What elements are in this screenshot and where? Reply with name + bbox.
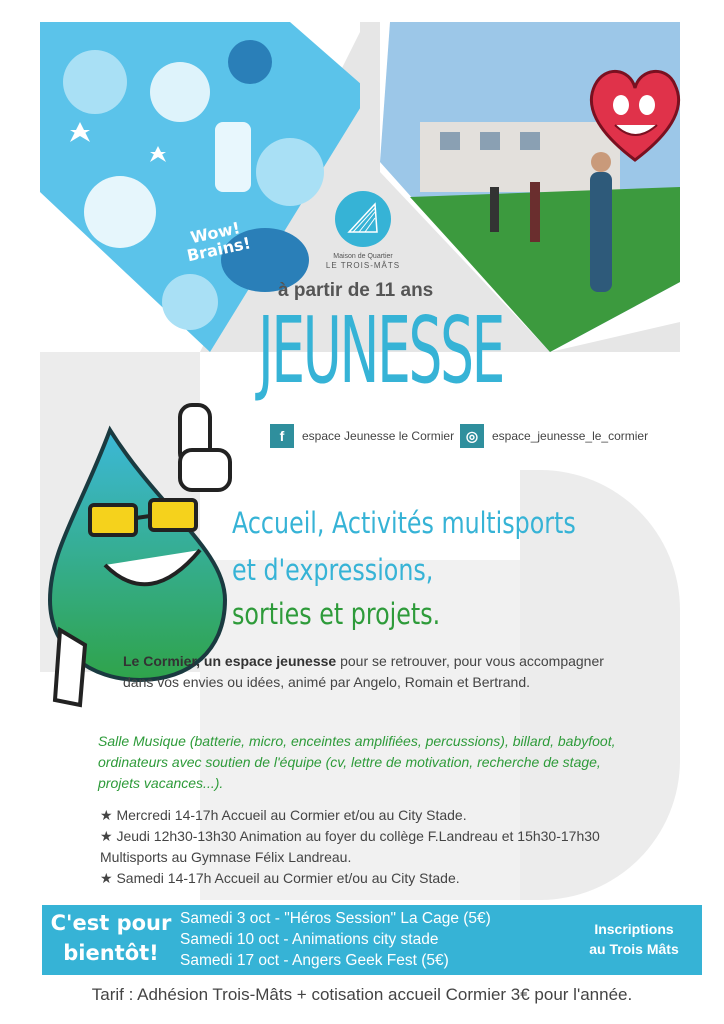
banner-events (180, 908, 491, 971)
schedule-item-thursday: ★ Jeudi 12h30-13h30 Animation au foyer du collège F.Landreau et 15h30-17h30 Multisports au Gymnase Félix Landreau. (100, 828, 600, 865)
schedule-item-saturday: ★ Samedi 14-17h Accueil au Cormier et/ou au City Stade. (100, 870, 460, 886)
banner-heading-line1: C'est pour (50, 911, 172, 935)
headline-line2: et d'expressions, (232, 553, 434, 587)
logo-name: LE TROIS-MÂTS (325, 261, 401, 270)
logo-sail-icon (331, 190, 395, 248)
banner-inscriptions (574, 919, 694, 959)
wow-brains-sticker: Wow! Brains! (185, 218, 253, 266)
event-item: Samedi 10 oct - Animations city stade (180, 931, 439, 948)
event-item: Samedi 17 oct - Angers Geek Fest (5€) (180, 952, 449, 969)
intro-text: pour se retrouver, pour vous accompagner dans vos envies ou idées, animé par Angelo, Romain et Bertrand. (123, 653, 604, 690)
facebook-link[interactable] (270, 424, 454, 448)
banner-heading (48, 908, 174, 968)
facebook-icon: f (270, 424, 294, 448)
inscriptions-line1: Inscriptions (594, 921, 674, 937)
intro-paragraph (123, 651, 623, 693)
instagram-link[interactable] (460, 424, 648, 448)
page-title: JEUNESSE (258, 297, 504, 404)
salle-paragraph: Salle Musique (batterie, micro, enceintes amplifiées, percussions), billard, babyfoot, ordinateurs avec soutien de l'équipe (cv, lettre de motivation, recherche de stage, projets vacances...). (98, 733, 616, 791)
logo-subtitle: Maison de Quartier (333, 253, 393, 260)
schedule-list (100, 805, 620, 889)
age-label: à partir de 11 ans (278, 280, 434, 301)
intro-bold: Le Cormier, un espace jeunesse (123, 653, 337, 669)
instagram-icon: ◎ (460, 424, 484, 448)
trois-mats-logo (318, 190, 408, 270)
headline-line1: Accueil, Activités multisports (232, 506, 576, 540)
facebook-label: espace Jeunesse le Cormier (302, 429, 455, 443)
inscriptions-line2: au Trois Mâts (589, 941, 679, 957)
schedule-item-wednesday: ★ Mercredi 14-17h Accueil au Cormier et/ou au City Stade. (100, 807, 467, 823)
heart-mascot-icon (585, 60, 685, 170)
banner-heading-line2: bientôt! (63, 941, 159, 965)
event-item: Samedi 3 oct - "Héros Session" La Cage (5€) (180, 910, 491, 927)
headline-line3: sorties et projets. (232, 597, 441, 631)
instagram-label: espace_jeunesse_le_cormier (492, 429, 649, 443)
events-banner (42, 905, 702, 975)
tarif-text: Tarif : Adhésion Trois-Mâts + cotisation accueil Cormier 3€ pour l'année. (91, 985, 633, 1004)
